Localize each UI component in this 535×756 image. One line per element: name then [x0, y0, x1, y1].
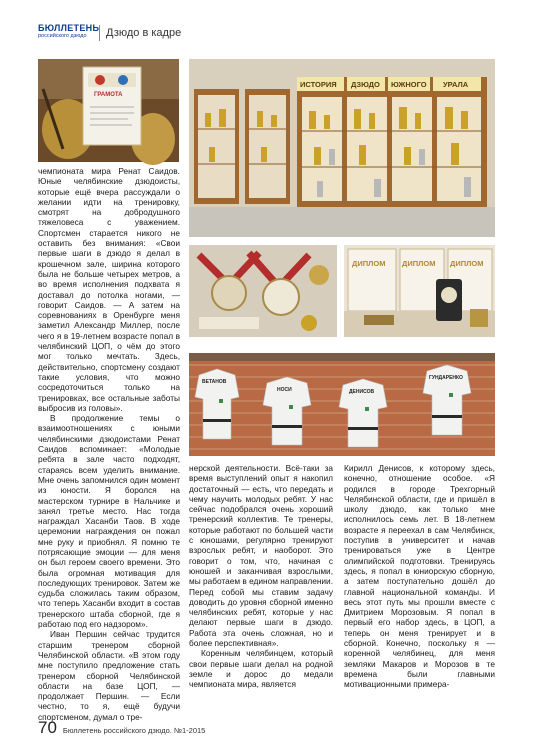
diploma-label-2: ДИПЛОМ: [402, 259, 436, 268]
article-column-1: [38, 166, 180, 722]
bulletin-logo: [38, 23, 100, 42]
museum-sign-word-3: ЮЖНОГО: [391, 80, 427, 89]
logo-title: БЮЛЛЕТЕНЬ: [38, 23, 100, 33]
photo-certificate-trophies: [38, 59, 179, 162]
jacket-name-3: ДЕНИСОВ: [349, 389, 375, 395]
page-header: [38, 22, 181, 44]
jacket-name-2: НОСИ: [277, 387, 292, 393]
article-paragraph: В продолжение темы о взаимоотношениях с юными челябинскими дзюдоистами Ренат Саидов вспоминает: «Молодые ребята в зале часто подходят, стараясь всем уделить внимание. Мне очень запомнился один момент из юности. Я боролся на мастерском турнире в Нальчике и занял третье место. Нас тогда награждал Хасанби Таов. В ходе церемонии награждения он пожал мне руку и приобнял. Я помню те потрясающие эмоции — для меня он был героем своего времени. Это была огромная мотивация для последующих тренировок. Затем же судьба сложилась таким образом, что теперь Хасанби входит в состав тренерского штаба сборной, где я работаю под его надзором».: [38, 413, 180, 630]
page-footer: [38, 718, 205, 738]
article-paragraph: Кирилл Денисов, к которому здесь, конечно, отношение особое. «Я родился в городе Трехгорный Челябинской области, где и пришёл в школу дзюдо, как только мне исполнилось семь лет. В 18-летнем возрасте я переехал в сам Челябинск, поступив в университет и начав тренироваться уже в Центре олимпийской подготовки. Тренируясь здесь, я попал в юниорскую сборную, а затем поступательно дошёл до главной национальной команды. И весь этот путь мы прошли вместе с Дмитрием Морозовым. Я попал в первый его набор здесь, в ЦОП, а теперь он меня тренирует и в сборной. Конечно, поскольку я — коренной челябинец, для меня земляки Макаров и Морозов в те времена были главными мотивационными примера-: [344, 463, 495, 690]
article-column-2: [189, 463, 333, 714]
museum-sign-word-4: УРАЛА: [443, 80, 469, 89]
photo-museum-cabinet: [189, 59, 495, 237]
photo-diplomas: [344, 245, 495, 337]
photo-medals: [189, 245, 337, 337]
logo-subtitle: российского дзюдо: [38, 33, 87, 39]
article-column-3: [344, 463, 495, 714]
certificate-label: ГРАМОТА: [94, 92, 123, 98]
jacket-name-4: ГУНДАРЕНКО: [429, 375, 463, 381]
section-title: Дзюдо в кадре: [106, 27, 182, 39]
page-number: 70: [38, 718, 57, 737]
header-divider: [99, 25, 100, 41]
photo-judogi-wall: [189, 353, 495, 456]
diploma-label-3: ДИПЛОМ: [450, 259, 484, 268]
jacket-name-1: ВЕТАНОВ: [202, 379, 227, 385]
museum-sign-word-2: ДЗЮДО: [351, 80, 380, 89]
article-paragraph: нерской деятельности. Всё-таки за время выступлений опыт я накопил достаточный — есть, что передать и чему научить молодых ребят. У нас сейчас подобрался очень хороший тренерский коллектив. Те тренеры, которые работают по большей части с юношами, регулярно тренируют взрослых ребят, и наоборот. Это говорит о том, что, начиная с юношей и заканчивая взрослыми, мы работаем в едином направлении. Перед собой мы ставим задачу доводить до уровня сборной именно челябинских ребят, которые у нас делают первые шаги в дзюдо. Работа эта очень сложная, но и более перспективная».: [189, 463, 333, 649]
footer-text: Бюллетень российского дзюдо. №1-2015: [62, 726, 206, 735]
article-paragraph: Иван Першин сейчас трудится старшим тренером сборной Челябинской области. «В этом году мне поступило предложение стать тренером сборной Челябинской области на базе ЦОП, — продолжает Першин. — Если честно, то я, ещё будучи спортсменом, думал о тре-: [38, 629, 180, 722]
article-paragraph: чемпионата мира Ренат Саидов. Юные челябинские дзюдоисты, которые ещё вчера рассуждали о желании идти на тренировку, смотрят на добродушного тяжеловеса с уважением. Спортсмен старается никого не оставить без внимания: «Свои первые шаги в дзюдо я делал в крошечном зале, ширина которого была не больше четырех метров, а во время исполнения подхвата я доставал до потолка ногами, — говорит Саидов. — А затем на соревнованиях в Оренбурге меня заметил Александр Миллер, после чего я в 19-летнем возрасте попал в челябинский ЦОП, о чём до этого мог только мечтать. Здесь, действительно, спортсмену создают такие условия, что можно сосредоточиться только на тренировках, все остальные заботы выбросив из головы».: [38, 166, 180, 413]
museum-sign-word-1: ИСТОРИЯ: [300, 80, 337, 89]
article-paragraph: Коренным челябинцем, который свои первые шаги делал на родной земле и дорос до медали чемпионата мира, является: [189, 648, 333, 690]
diploma-label-1: ДИПЛОМ: [352, 259, 386, 268]
